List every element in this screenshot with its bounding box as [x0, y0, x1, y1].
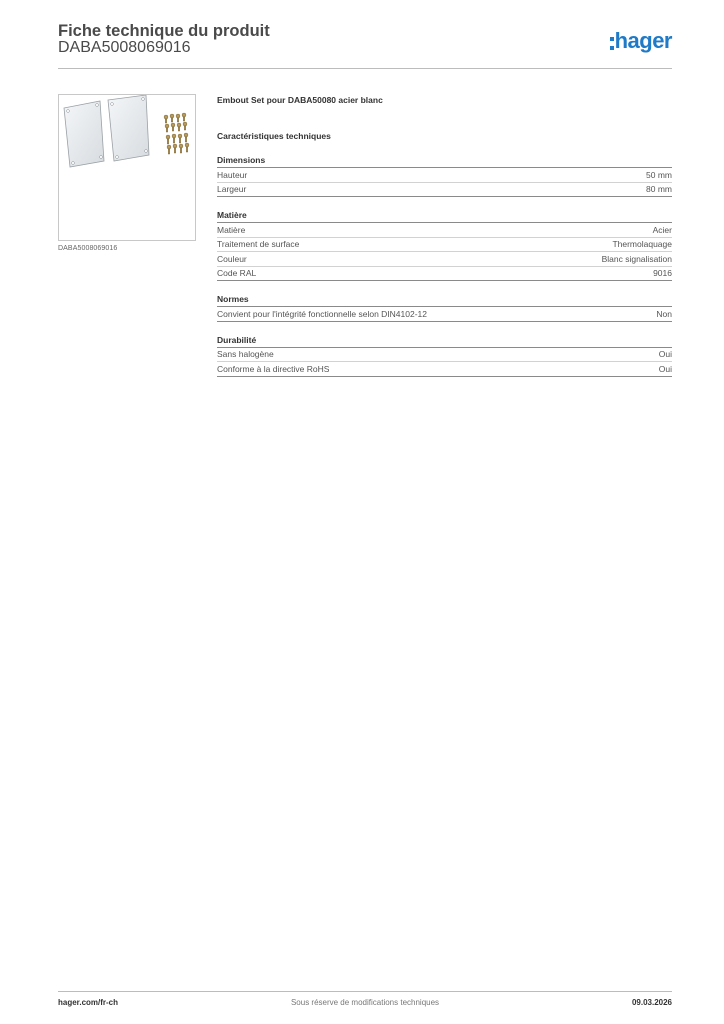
spec-content	[217, 95, 672, 377]
spec-label: Convient pour l'intégrité fonctionnelle selon DIN4102-12	[217, 308, 428, 319]
spec-row	[217, 267, 672, 282]
disclaimer: Sous réserve de modifications techniques	[290, 998, 440, 1007]
spec-label: Hauteur	[217, 169, 248, 180]
spec-value: 9016	[653, 268, 672, 279]
spec-group-standards	[217, 294, 672, 322]
spec-row	[217, 238, 672, 253]
spec-row	[217, 362, 672, 377]
spec-label: Matière	[217, 224, 246, 235]
screws	[164, 113, 189, 154]
spec-label: Traitement de surface	[217, 239, 300, 250]
spec-value: Oui	[658, 363, 672, 374]
website-link[interactable]: hager.com/fr-ch	[58, 998, 119, 1007]
spec-label: Code RAL	[217, 268, 257, 279]
spec-row	[217, 223, 672, 238]
spec-group-durability	[217, 335, 672, 377]
spec-value: 80 mm	[646, 184, 672, 195]
spec-label: Couleur	[217, 253, 247, 264]
product-image	[58, 94, 196, 241]
spec-row	[217, 252, 672, 267]
spec-value: Blanc signalisation	[601, 253, 672, 264]
end-plate-left	[64, 101, 104, 167]
group-title: Durabilité	[217, 335, 672, 348]
spec-row	[217, 307, 672, 322]
spec-label: Conforme à la directive RoHS	[217, 363, 330, 374]
spec-group-material	[217, 210, 672, 281]
end-cap-set-illustration	[59, 95, 195, 240]
spec-row	[217, 183, 672, 198]
print-date: 09.03.2026	[631, 998, 672, 1007]
group-title: Matière	[217, 210, 672, 223]
end-plate-right	[108, 95, 149, 161]
spec-value: Oui	[658, 349, 672, 360]
spec-row	[217, 168, 672, 183]
spec-label: Sans halogène	[217, 349, 274, 360]
specs-heading: Caractéristiques techniques	[217, 131, 331, 141]
logo-text: hager	[614, 28, 672, 53]
page-footer	[58, 998, 672, 1010]
footer-divider	[58, 991, 672, 992]
spec-value: Acier	[652, 224, 672, 235]
image-caption: DABA5008069016	[58, 245, 118, 252]
header-divider	[58, 68, 672, 69]
document-header	[58, 22, 672, 68]
spec-row	[217, 348, 672, 363]
product-name: Embout Set pour DABA50080 acier blanc	[217, 95, 383, 105]
spec-value: Non	[656, 308, 672, 319]
spec-value: Thermolaquage	[612, 239, 672, 250]
spec-value: 50 mm	[646, 169, 672, 180]
logo-mark-icon	[610, 37, 614, 50]
group-title: Dimensions	[217, 155, 672, 168]
page-title: Fiche technique du produit	[58, 22, 270, 40]
group-title: Normes	[217, 294, 672, 307]
hager-logo[interactable]	[610, 28, 672, 54]
product-reference: DABA5008069016	[58, 39, 191, 56]
spec-group-dimensions	[217, 155, 672, 197]
spec-label: Largeur	[217, 184, 247, 195]
